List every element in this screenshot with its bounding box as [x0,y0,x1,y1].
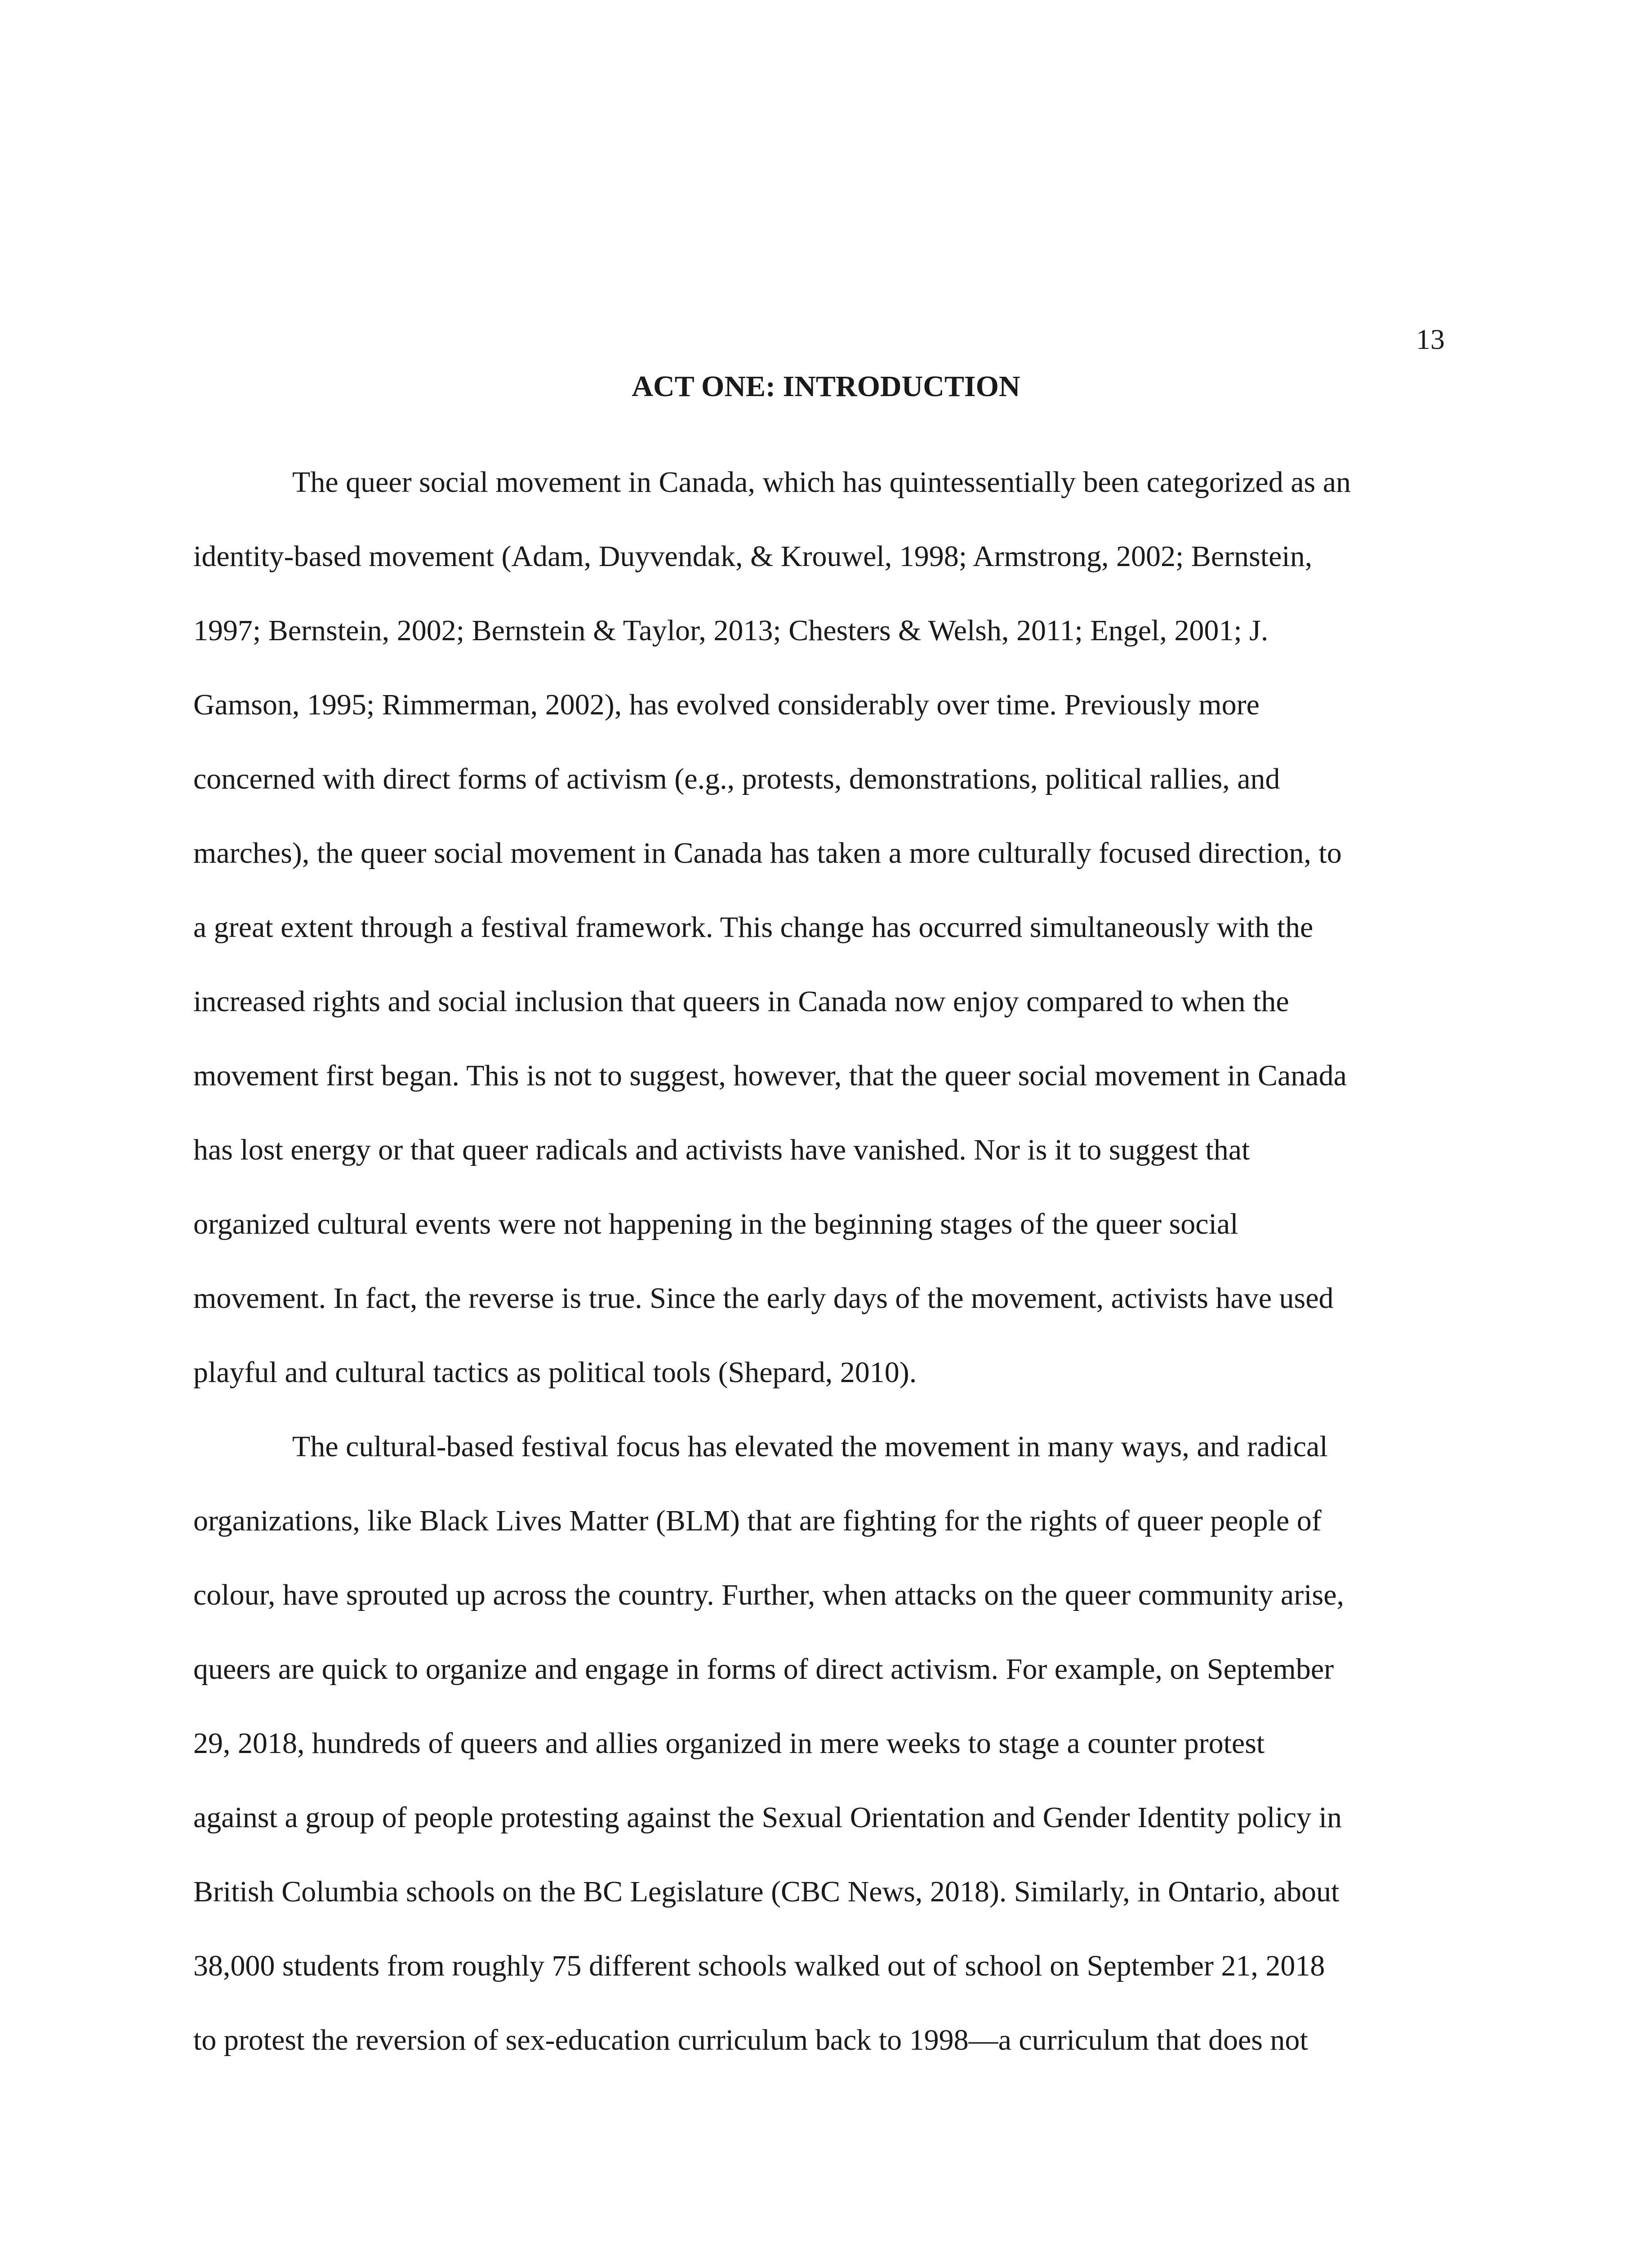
text-line: 38,000 students from roughly 75 different schools walked out of school on September 21, 2018 [193,1949,1325,1982]
text-line: British Columbia schools on the BC Legislature (CBC News, 2018). Similarly, in Ontario, about [193,1875,1340,1908]
text-line: movement first began. This is not to suggest, however, that the queer social movement in Canada [193,1059,1347,1092]
text-line: organizations, like Black Lives Matter (BLM) that are fighting for the rights of queer people of [193,1504,1322,1537]
text-line: to protest the reversion of sex-education curriculum back to 1998—a curriculum that does not [193,2024,1308,2056]
text-line: against a group of people protesting against the Sexual Orientation and Gender Identity policy in [193,1801,1342,1834]
body-text [193,445,1452,2077]
text-line: marches), the queer social movement in Canada has taken a more culturally focused direction, to [193,837,1342,870]
text-line: colour, have sprouted up across the country. Further, when attacks on the queer community arise, [193,1579,1345,1611]
text-line: playful and cultural tactics as political tools (Shepard, 2010). [193,1356,917,1389]
text-line: identity-based movement (Adam, Duyvendak, & Krouwel, 1998; Armstrong, 2002; Bernstein, [193,540,1313,573]
text-line: 29, 2018, hundreds of queers and allies organized in mere weeks to stage a counter protest [193,1727,1265,1760]
text-line: concerned with direct forms of activism (e.g., protests, demonstrations, political rallies, and [193,763,1280,795]
paragraph-2 [193,1409,1452,2077]
text-line: a great extent through a festival framework. This change has occurred simultaneously with the [193,911,1314,944]
page-heading: ACT ONE: INTRODUCTION [632,370,1020,403]
text-line: queers are quick to organize and engage in forms of direct activism. For example, on September [193,1653,1334,1686]
text-line: movement. In fact, the reverse is true. Since the early days of the movement, activists have used [193,1282,1334,1315]
paragraph-1 [193,445,1452,1409]
text-line: The cultural-based festival focus has elevated the movement in many ways, and radical [292,1430,1328,1463]
text-line: Gamson, 1995; Rimmerman, 2002), has evolved considerably over time. Previously more [193,688,1260,721]
text-line: has lost energy or that queer radicals and activists have vanished. Nor is it to suggest that [193,1133,1250,1166]
text-line: 1997; Bernstein, 2002; Bernstein & Taylor, 2013; Chesters & Welsh, 2011; Engel, 2001; J. [193,614,1269,647]
text-line: The queer social movement in Canada, which has quintessentially been categorized as an [292,466,1351,499]
page-number: 13 [1416,323,1445,355]
text-line: increased rights and social inclusion that queers in Canada now enjoy compared to when the [193,985,1289,1018]
text-line: organized cultural events were not happening in the beginning stages of the queer social [193,1208,1238,1240]
